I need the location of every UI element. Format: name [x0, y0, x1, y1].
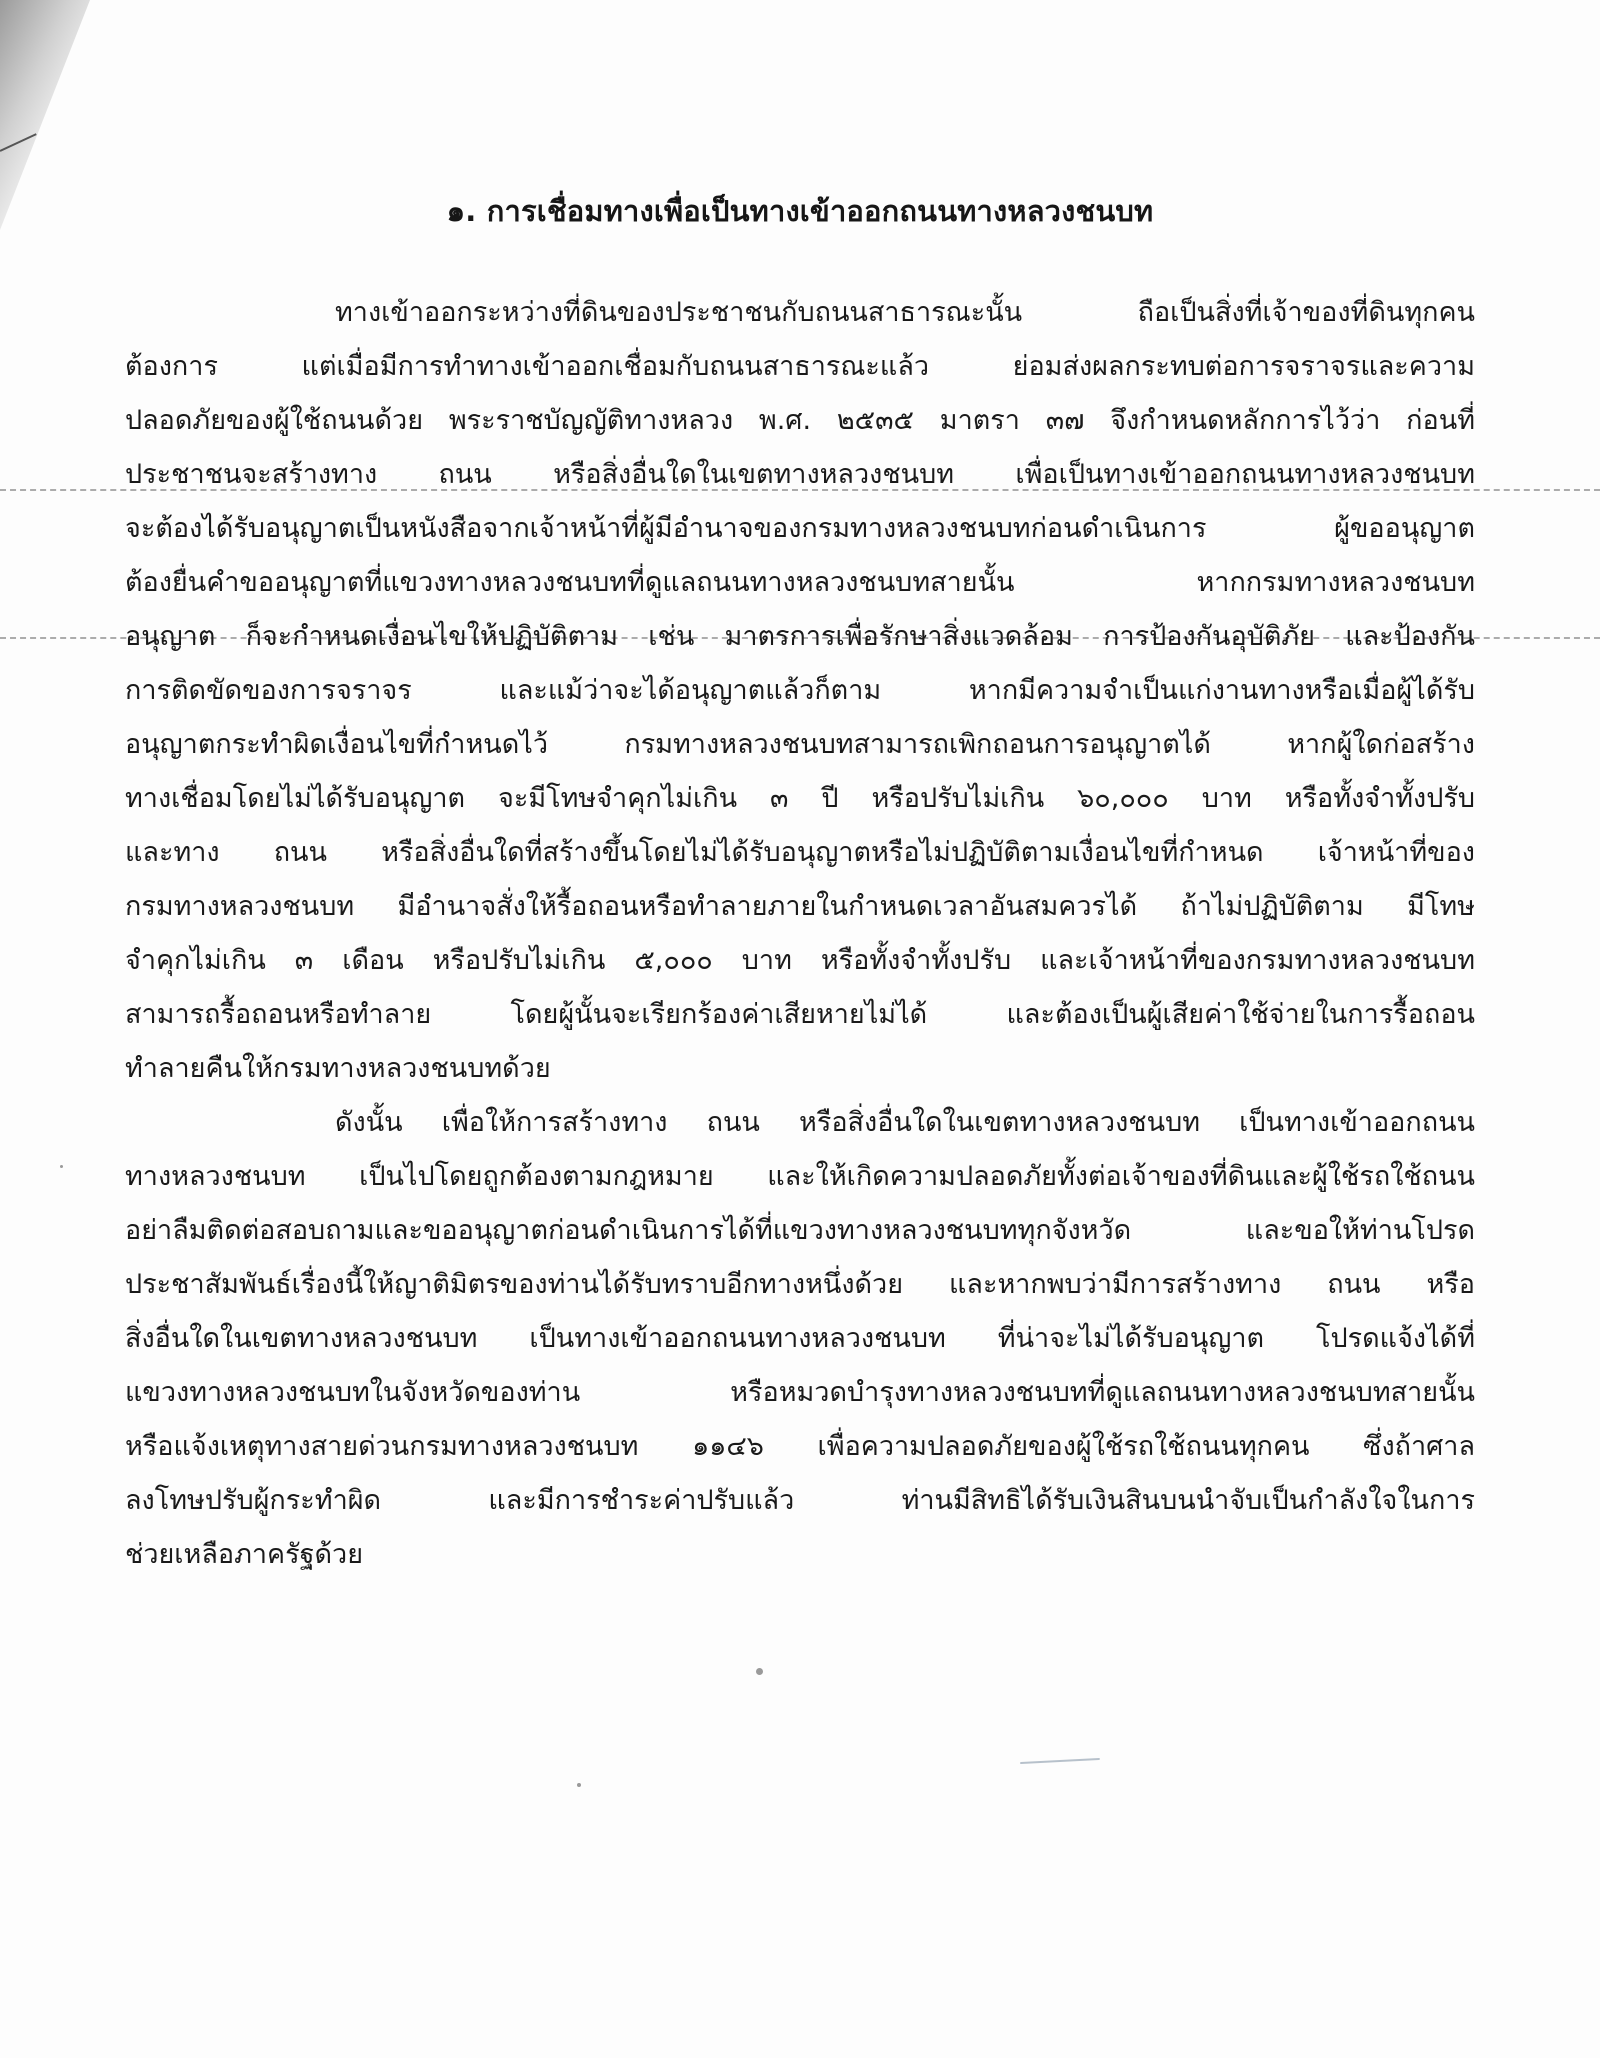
scan-smudge [1020, 1758, 1100, 1764]
text-line: ต้องการ แต่เมื่อมีการทำทางเข้าออกเชื่อมกับถนนสาธารณะแล้ว ย่อมส่งผลกระทบต่อการจราจรและความ [125, 351, 1475, 382]
text-line: ทางเข้าออกระหว่างที่ดินของประชาชนกับถนนสาธารณะนั้น ถือเป็นสิ่งที่เจ้าของที่ดินทุกคน [335, 297, 1475, 328]
text-line: สิ่งอื่นใดในเขตทางหลวงชนบท เป็นทางเข้าออกถนนทางหลวงชนบท ที่น่าจะไม่ได้รับอนุญาต โปรดแจ้งได้ที่ [125, 1323, 1475, 1354]
text-line: แขวงทางหลวงชนบทในจังหวัดของท่าน หรือหมวดบำรุงทางหลวงชนบทที่ดูแลถนนทางหลวงชนบทสายนั้น [125, 1377, 1475, 1408]
text-line: ประชาชนจะสร้างทาง ถนน หรือสิ่งอื่นใดในเขตทางหลวงชนบท เพื่อเป็นทางเข้าออกถนนทางหลวงชนบท [125, 459, 1475, 490]
text-line: อนุญาต ก็จะกำหนดเงื่อนไขให้ปฏิบัติตาม เช่น มาตรการเพื่อรักษาสิ่งแวดล้อม การป้องกันอุบัติภัย และป้องกัน [125, 621, 1475, 652]
text-line: กรมทางหลวงชนบท มีอำนาจสั่งให้รื้อถอนหรือทำลายภายในกำหนดเวลาอันสมควรได้ ถ้าไม่ปฏิบัติตาม มีโทษ [125, 891, 1475, 922]
text-line: ลงโทษปรับผู้กระทำผิด และมีการชำระค่าปรับแล้ว ท่านมีสิทธิได้รับเงินสินบนนำจับเป็นกำลังใจในการ [125, 1485, 1475, 1516]
text-line: ดังนั้น เพื่อให้การสร้างทาง ถนน หรือสิ่งอื่นใดในเขตทางหลวงชนบท เป็นทางเข้าออกถนน [335, 1107, 1475, 1138]
text-line: ทางเชื่อมโดยไม่ได้รับอนุญาต จะมีโทษจำคุกไม่เกิน ๓ ปี หรือปรับไม่เกิน ๖๐,๐๐๐ บาท หรือทั้งจำทั้งปรับ [125, 783, 1475, 814]
paragraph-1 [125, 286, 1475, 1096]
text-line: การติดขัดของการจราจร และแม้ว่าจะได้อนุญาตแล้วก็ตาม หากมีความจำเป็นแก่งานทางหรือเมื่อผู้ได้รับ [125, 675, 1475, 706]
scan-speck [60, 1165, 63, 1168]
text-line: สามารถรื้อถอนหรือทำลาย โดยผู้นั้นจะเรียกร้องค่าเสียหายไม่ได้ และต้องเป็นผู้เสียค่าใช้จ่ายในการรื้อถอน [125, 999, 1475, 1030]
text-line: หรือแจ้งเหตุทางสายด่วนกรมทางหลวงชนบท ๑๑๔๖ เพื่อความปลอดภัยของผู้ใช้รถใช้ถนนทุกคน ซึ่งถ้าศาล [125, 1431, 1475, 1462]
text-line: อนุญาตกระทำผิดเงื่อนไขที่กำหนดไว้ กรมทางหลวงชนบทสามารถเพิกถอนการอนุญาตได้ หากผู้ใดก่อสร้าง [125, 729, 1475, 760]
page-heading: ๑. การเชื่อมทางเพื่อเป็นทางเข้าออกถนนทางหลวงชนบท [446, 194, 1154, 228]
text-line: และทาง ถนน หรือสิ่งอื่นใดที่สร้างขึ้นโดยไม่ได้รับอนุญาตหรือไม่ปฏิบัติตามเงื่อนไขที่กำหนด เจ้าหน้าที่ของ [125, 837, 1475, 868]
text-line: จำคุกไม่เกิน ๓ เดือน หรือปรับไม่เกิน ๕,๐๐๐ บาท หรือทั้งจำทั้งปรับ และเจ้าหน้าที่ของกรมทางหลวงชนบท [125, 945, 1475, 976]
text-line: ปลอดภัยของผู้ใช้ถนนด้วย พระราชบัญญัติทางหลวง พ.ศ. ๒๕๓๕ มาตรา ๓๗ จึงกำหนดหลักการไว้ว่า ก่อนที่ [125, 405, 1475, 436]
text-line: ประชาสัมพันธ์เรื่องนี้ให้ญาติมิตรของท่านได้รับทราบอีกทางหนึ่งด้วย และหากพบว่ามีการสร้างทาง ถนน หรือ [125, 1269, 1475, 1300]
text-line: ทางหลวงชนบท เป็นไปโดยถูกต้องตามกฎหมาย และให้เกิดความปลอดภัยทั้งต่อเจ้าของที่ดินและผู้ใช้รถใช้ถนน [125, 1161, 1475, 1192]
text-line: อย่าลืมติดต่อสอบถามและขออนุญาตก่อนดำเนินการได้ที่แขวงทางหลวงชนบททุกจังหวัด และขอให้ท่านโปรด [125, 1215, 1475, 1246]
paragraph-2 [125, 1096, 1475, 1582]
text-line: ทำลายคืนให้กรมทางหลวงชนบทด้วย [125, 1053, 551, 1084]
document-body [125, 286, 1475, 1582]
text-line: จะต้องได้รับอนุญาตเป็นหนังสือจากเจ้าหน้าที่ผู้มีอำนาจของกรมทางหลวงชนบทก่อนดำเนินการ ผู้ขออนุญาต [125, 513, 1475, 544]
scan-speck [756, 1668, 763, 1675]
scan-speck [577, 1783, 581, 1787]
text-line: ช่วยเหลือภาครัฐด้วย [125, 1539, 364, 1570]
text-line: ต้องยื่นคำขออนุญาตที่แขวงทางหลวงชนบทที่ดูแลถนนทางหลวงชนบทสายนั้น หากกรมทางหลวงชนบท [125, 567, 1475, 598]
